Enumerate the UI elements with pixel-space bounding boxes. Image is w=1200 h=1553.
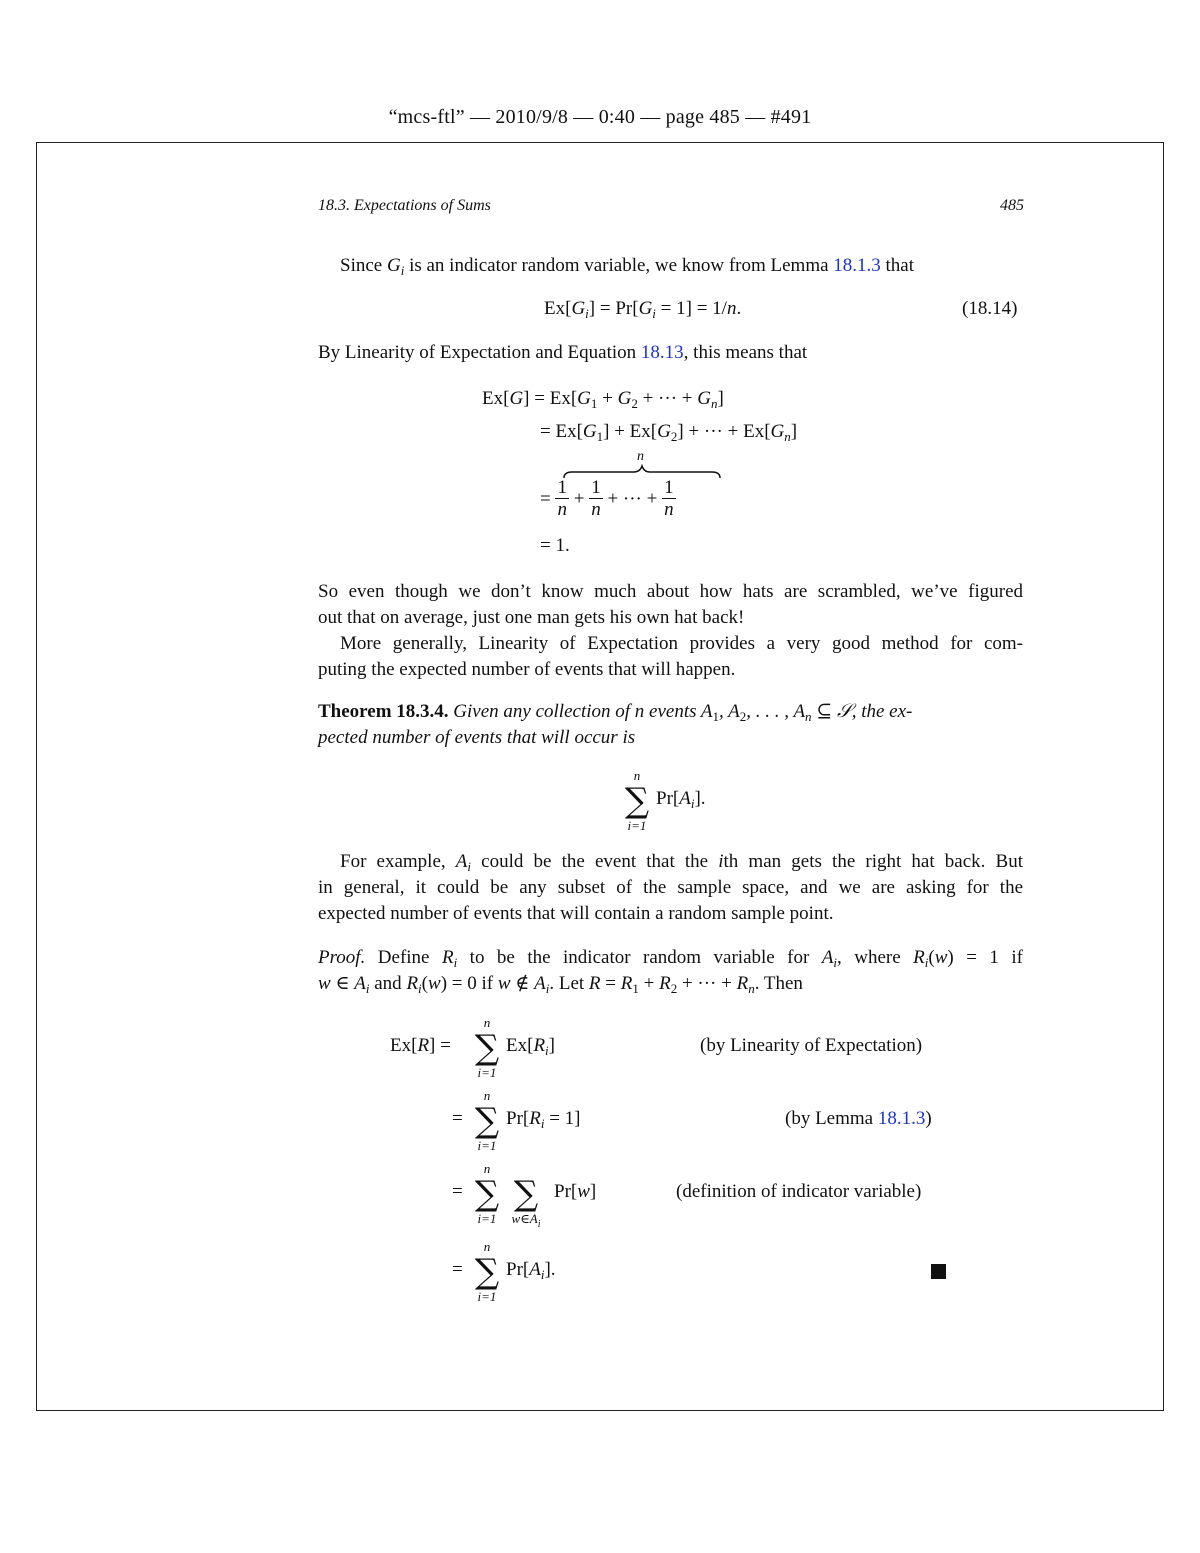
paragraph-example-line3: expected number of events that will contain a random sample point. — [318, 903, 834, 924]
page-stamp: “mcs-ftl” — 2010/9/8 — 0:40 — page 485 — #491 — [388, 106, 812, 128]
paragraph-example-line1: For example, $A_i$ could be the event that the ith man gets the right hat back. But — [340, 851, 1023, 874]
proof-row3-reason: (definition of indicator variable) — [676, 1181, 922, 1202]
proof-row1-lhs: Ex[R] = — [390, 1035, 451, 1056]
align-line-4: = 1. — [540, 535, 570, 556]
lemma-link-2[interactable]: 18.1.3 — [877, 1108, 926, 1129]
proof-label: Proof. — [318, 947, 366, 968]
paragraph-general-line1: More generally, Linearity of Expectation provides a very good method for com- — [340, 633, 1023, 654]
proof-row2-sum: n ∑ i=1 — [474, 1088, 500, 1153]
proof-row1-sum: n ∑ i=1 — [474, 1015, 500, 1080]
proof-row2-term: $Pr[R_i = 1]$ — [506, 1108, 581, 1131]
lemma-link[interactable]: 18.1.3 — [833, 255, 881, 276]
proof-row2-reason: (by Lemma 18.1.3) — [785, 1108, 932, 1129]
equation-18-14: $Ex[G_i] = Pr[G_i = 1] = 1/n$. — [544, 298, 742, 321]
theorem-label: Theorem 18.3.4. — [318, 701, 449, 722]
theorem-statement-line2: pected number of events that will occur is — [318, 727, 636, 748]
paragraph-linearity: By Linearity of Expectation and Equation 18.13, this means that — [318, 342, 808, 363]
proof-row1-term: $Ex[R_i]$ — [506, 1035, 555, 1058]
equation-label: (18.14) — [962, 298, 1018, 319]
proof-row1-reason: (by Linearity of Expectation) — [700, 1035, 923, 1056]
running-head-page: 485 — [1000, 197, 1024, 214]
align-line-1: $Ex[G] = Ex[G_1 + G_2$ + ··· + $G_n$] — [482, 388, 724, 411]
proof-row3-sum-inner: ∑ $w\in A_i$ — [511, 1174, 541, 1230]
running-head-section: 18.3. Expectations of Sums — [318, 197, 491, 214]
proof-row3-term: Pr[w] — [554, 1181, 597, 1202]
brace-label: n — [637, 449, 644, 464]
proof-row4-eq: = — [452, 1259, 463, 1280]
paragraph-general-line2: puting the expected number of events that will happen. — [318, 659, 736, 680]
theorem-sum-term: $Pr[A_i]$. — [656, 788, 706, 811]
proof-line2: w ∈ $A_i$ and $R_i(w) = 0$ if w ∉ $A_i$. Let $R = R_1 + R_2$ + ··· + $R_n$. Then — [318, 973, 803, 996]
equation-link[interactable]: 18.13 — [640, 342, 684, 363]
proof-line1: Proof. Define $R_i$ to be the indicator random variable for $A_i$, where $R_i(w) = 1$ if — [318, 947, 1023, 970]
proof-row2-eq: = — [452, 1108, 463, 1129]
paragraph-example-line2: in general, it could be any subset of the sample space, and we are asking for the — [318, 877, 1023, 898]
proof-row3-sum-outer: n ∑ i=1 — [474, 1161, 500, 1226]
theorem-statement-line1: Theorem 18.3.4. Given any collection of n events $A_1$, $A_2$, . . . , $A_n$ ⊆ 𝒮, the ex- — [318, 701, 913, 724]
proof-row3-eq: = — [452, 1181, 463, 1202]
align-line-2: = $Ex[G_1] + Ex[G_2]$ + ··· + $Ex[G_n]$ — [540, 421, 798, 444]
proof-row4-term: $Pr[A_i]$. — [506, 1259, 556, 1282]
page-frame — [36, 142, 1164, 1411]
align-line-3: = $\frac{1}{n}$ + $\frac{1}{n}$ + ··· + $\frac{1}{n}$ — [540, 477, 674, 520]
qed-square-icon — [931, 1264, 946, 1279]
paragraph-lemma-intro: Since $G_i$ is an indicator random variable, we know from Lemma 18.1.3 that — [340, 255, 915, 278]
paragraph-hats-line2: out that on average, just one man gets his own hat back! — [318, 607, 745, 628]
paragraph-hats-line1: So even though we don’t know much about how hats are scrambled, we’ve figured — [318, 581, 1023, 602]
proof-row4-sum: n ∑ i=1 — [474, 1239, 500, 1304]
theorem-sum: n ∑ i=1 — [624, 768, 650, 833]
